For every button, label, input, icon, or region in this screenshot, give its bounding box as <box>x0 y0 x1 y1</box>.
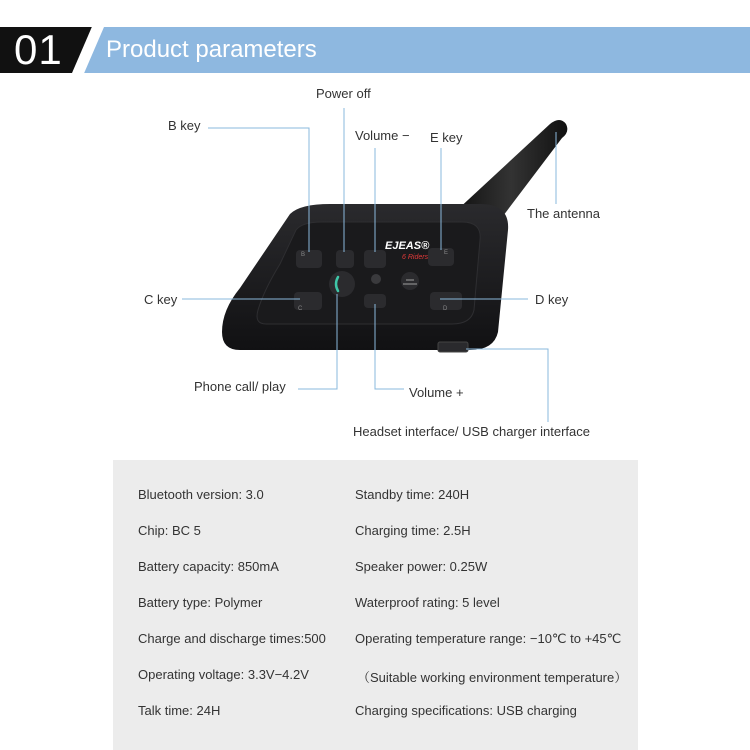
label-volume-minus: Volume − <box>355 128 410 143</box>
param-standby-time: Standby time: 240H <box>355 487 470 502</box>
param-talk-time: Talk time: 24H <box>138 703 221 718</box>
label-power-off: Power off <box>316 86 371 101</box>
label-volume-plus: Volume + <box>409 385 464 400</box>
device-sub-brand-text: 6 Riders <box>402 254 429 261</box>
e-key-button <box>428 248 454 266</box>
param-bluetooth-version: Bluetooth version: 3.0 <box>138 487 264 502</box>
param-battery-capacity: Battery capacity: 850mA <box>138 559 279 574</box>
device-c-letter: C <box>298 306 303 312</box>
volume-minus-button <box>364 250 386 268</box>
label-e-key: E key <box>430 130 463 145</box>
power-key-button <box>336 250 354 268</box>
b-key-button <box>296 250 322 268</box>
param-waterproof-rating: Waterproof rating: 5 level <box>355 595 500 610</box>
motorcycle-logo-icon <box>401 272 419 290</box>
section-banner <box>0 27 750 73</box>
param-operating-voltage: Operating voltage: 3.3V−4.2V <box>138 667 309 682</box>
param-charging-spec: Charging specifications: USB charging <box>355 703 577 718</box>
label-headset-interface: Headset interface/ USB charger interface <box>353 424 591 439</box>
label-phone-call: Phone call/ play <box>194 379 286 394</box>
indicator-light <box>371 274 381 284</box>
label-b-key: B key <box>168 118 201 133</box>
param-charge-cycles: Charge and discharge times:500 <box>138 631 326 646</box>
product-diagram <box>0 80 750 460</box>
device-d-letter: D <box>443 306 448 312</box>
device-e-letter: E <box>444 250 449 256</box>
device-b-letter: B <box>301 252 306 258</box>
leader-line-headset <box>466 349 548 422</box>
param-charging-time: Charging time: 2.5H <box>355 523 471 538</box>
section-number: 01 <box>14 26 63 73</box>
parameters-panel <box>113 460 638 750</box>
param-chip: Chip: BC 5 <box>138 523 201 538</box>
label-antenna: The antenna <box>527 206 601 221</box>
section-title: Product parameters <box>106 36 317 63</box>
param-operating-temperature: Operating temperature range: −10℃ to +45℃ <box>355 631 622 646</box>
device-brand-text: EJEAS® <box>385 240 430 252</box>
usb-port <box>438 342 468 352</box>
label-d-key: D key <box>535 292 569 307</box>
param-temperature-note: （Suitable working environment temperature） <box>357 670 628 685</box>
param-battery-type: Battery type: Polymer <box>138 595 263 610</box>
phone-key-button <box>329 271 355 297</box>
label-c-key: C key <box>144 292 178 307</box>
param-speaker-power: Speaker power: 0.25W <box>355 559 488 574</box>
